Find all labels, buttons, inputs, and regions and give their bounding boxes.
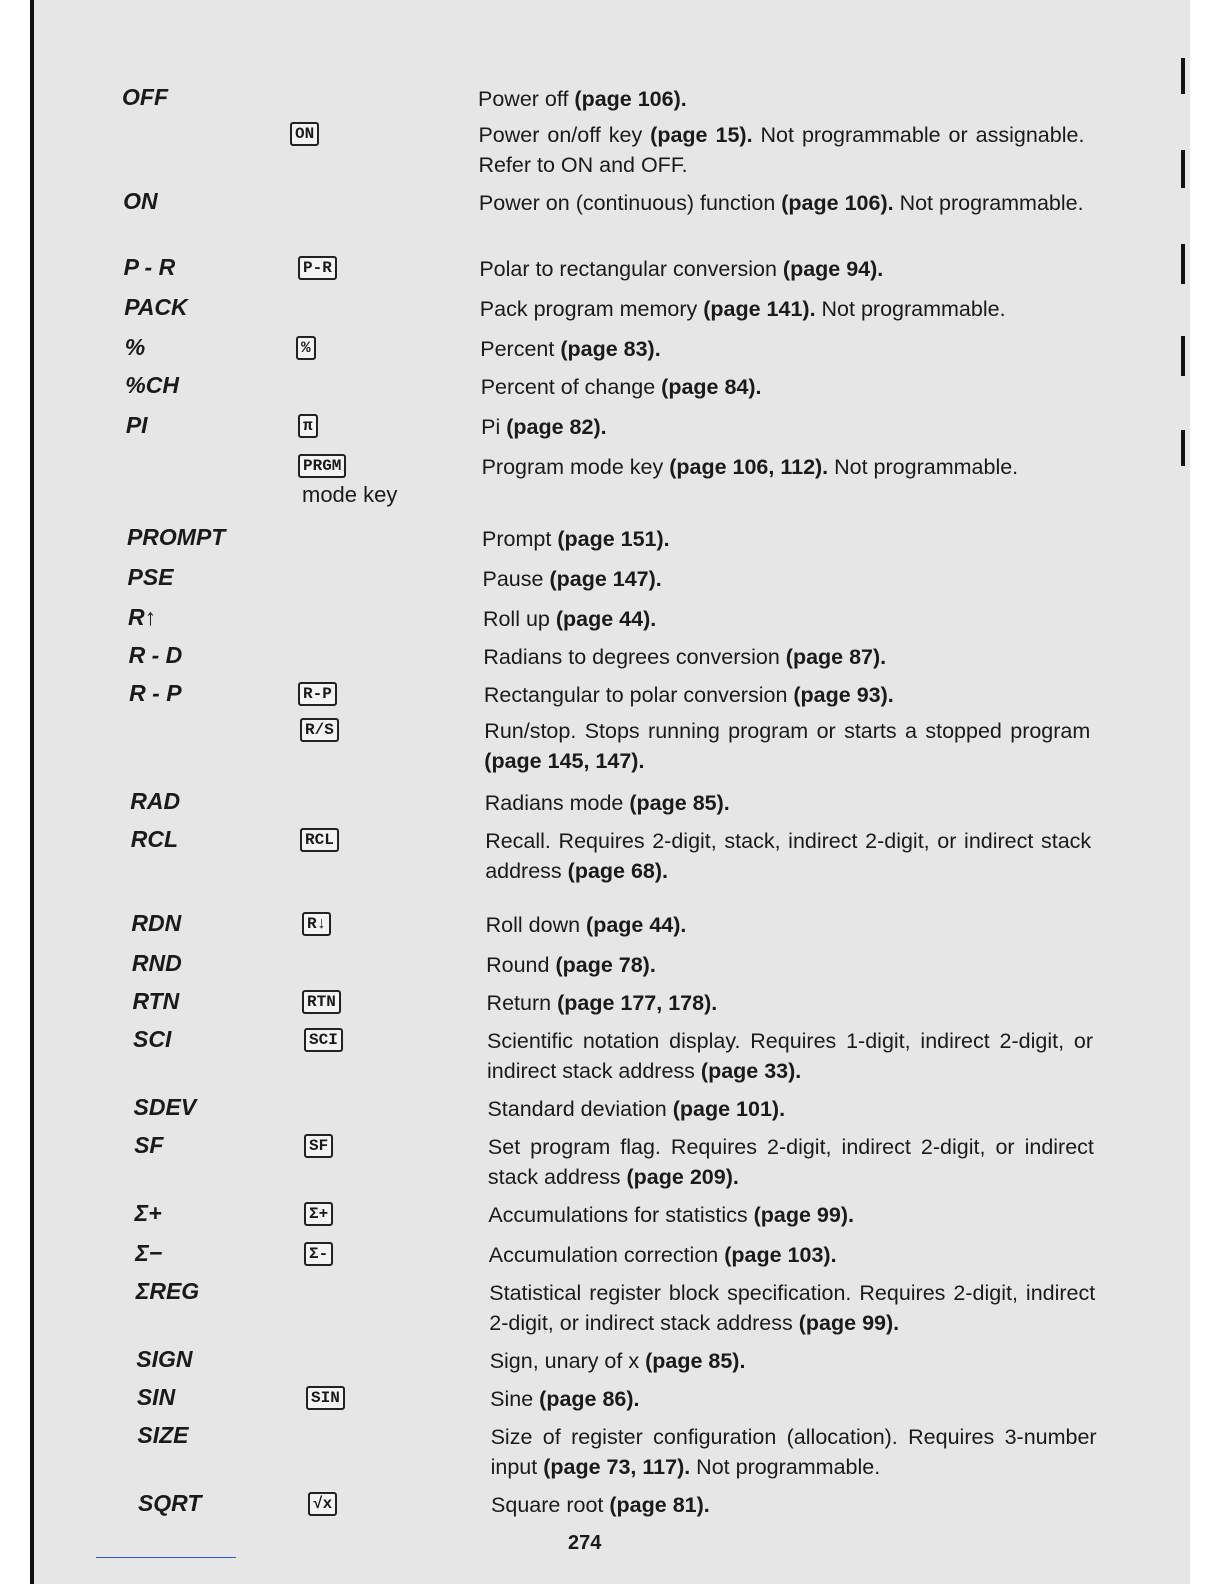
description-text: Radians to degrees conversion	[483, 645, 786, 669]
page-reference: (page 209).	[626, 1165, 739, 1189]
page-edge-mark	[1181, 150, 1185, 188]
keyboard-key-icon: P-R	[298, 256, 337, 280]
description-text: Statistical register block specification. Requires 2-digit, indirect 2-digit, or indirect stack address	[489, 1281, 1096, 1335]
function-description	[483, 564, 1089, 594]
page-reference: (page 93).	[793, 683, 894, 707]
page-reference: (page 99).	[753, 1203, 854, 1227]
page-reference: (page 106).	[781, 191, 894, 215]
page-reference: (page 106).	[574, 87, 687, 111]
page-reference: (page 101).	[672, 1097, 786, 1121]
function-name: ON	[123, 188, 158, 214]
description-text: Run/stop. Stops running program or starts a stopped program	[484, 719, 1091, 743]
function-name: PI	[125, 412, 148, 438]
keyboard-key-icon: PRGM	[298, 454, 346, 478]
page-edge-mark	[1181, 336, 1185, 376]
function-name: Σ+	[134, 1200, 162, 1226]
page-edge-mark	[1181, 430, 1185, 466]
function-name: SQRT	[137, 1490, 202, 1516]
page-number: 274	[568, 1532, 602, 1554]
page-edge-mark	[1181, 58, 1185, 94]
description-text: Square root	[491, 1493, 610, 1517]
function-name: %	[124, 334, 146, 360]
function-description	[487, 1026, 1093, 1086]
function-name: P - R	[123, 254, 176, 280]
page-reference: (page 85).	[645, 1349, 746, 1373]
keyboard-key-icon: R-P	[298, 682, 337, 706]
keyboard-key-icon: π	[298, 414, 318, 438]
function-description	[479, 188, 1085, 218]
function-name: SCI	[133, 1026, 172, 1052]
function-description	[487, 988, 1093, 1018]
description-text: Set program flag. Requires 2-digit, indirect 2-digit, or indirect stack address	[487, 1135, 1094, 1189]
function-name: RND	[131, 950, 182, 976]
function-description	[481, 412, 1087, 442]
description-text: Pi	[481, 415, 507, 439]
function-name: OFF	[122, 84, 168, 110]
function-description	[490, 1346, 1096, 1376]
description-text: Percent	[480, 337, 561, 361]
page-reference: (page 99).	[798, 1311, 900, 1335]
description-text: Power off	[478, 87, 575, 111]
function-name: %CH	[125, 372, 179, 398]
function-name: PROMPT	[126, 524, 226, 550]
page-reference: (page 86).	[539, 1387, 640, 1411]
description-text: Prompt	[482, 527, 558, 551]
page-reference: (page 33).	[700, 1059, 802, 1083]
description-text: Radians mode	[484, 791, 630, 815]
description-text: Recall. Requires 2-digit, stack, indirect 2-digit, or indirect stack address	[485, 829, 1092, 883]
page-reference: (page 84).	[661, 375, 762, 399]
description-note: Not programmable or assignable. Refer to ON and OFF.	[478, 123, 1085, 177]
description-text: Pause	[482, 567, 550, 591]
description-text: Scientific notation display. Requires 1-digit, indirect 2-digit, or indirect stack address	[487, 1029, 1093, 1083]
footer-rule	[96, 1557, 236, 1558]
page-reference: (page 78).	[555, 953, 656, 977]
function-description	[479, 254, 1085, 284]
function-description	[482, 524, 1088, 554]
page-reference: (page 44).	[555, 607, 657, 631]
page-reference: (page 83).	[560, 337, 661, 361]
function-description	[483, 604, 1089, 634]
page-reference: (page 73, 117).	[543, 1455, 691, 1479]
function-name: SIN	[136, 1384, 176, 1410]
keyboard-key-icon: RCL	[300, 828, 339, 852]
keyboard-key-icon: SIN	[306, 1386, 345, 1410]
function-name: ΣREG	[135, 1278, 200, 1304]
page-reference: (page 15).	[650, 123, 753, 147]
description-text: Round	[486, 953, 556, 977]
keyboard-key-icon: √x	[308, 1492, 337, 1516]
function-description	[485, 788, 1091, 818]
function-description	[490, 1384, 1096, 1414]
page-reference: (page 151).	[557, 527, 670, 551]
description-text: Sine	[490, 1387, 540, 1411]
function-description	[478, 120, 1084, 180]
function-description	[486, 910, 1092, 940]
function-description	[489, 1240, 1095, 1270]
description-text: Power on (continuous) function	[478, 191, 782, 215]
keyboard-key-icon: R/S	[300, 718, 339, 742]
function-name: R - D	[128, 642, 183, 668]
function-description	[485, 826, 1091, 886]
function-name: SIZE	[137, 1422, 189, 1448]
function-name: SIGN	[136, 1346, 193, 1372]
function-description	[491, 1490, 1097, 1520]
description-note: Not programmable.	[828, 455, 1019, 479]
function-description	[482, 452, 1088, 482]
description-text: Power on/off key	[478, 123, 651, 147]
function-name: RCL	[130, 826, 179, 852]
key-note: mode key	[302, 482, 398, 507]
function-name: RTN	[132, 988, 180, 1014]
function-description	[488, 1132, 1094, 1192]
function-name: SF	[134, 1132, 164, 1158]
function-name: PSE	[127, 564, 174, 590]
function-description	[480, 294, 1086, 324]
function-name: R↑	[128, 604, 157, 630]
description-text: Percent of change	[480, 375, 662, 399]
function-name: SDEV	[133, 1094, 197, 1120]
keyboard-key-icon: RTN	[302, 990, 341, 1014]
keyboard-key-icon: Σ-	[304, 1242, 333, 1266]
description-text: Roll down	[485, 913, 587, 937]
function-description	[486, 950, 1092, 980]
function-description	[484, 716, 1090, 776]
page-reference: (page 94).	[782, 257, 884, 281]
description-text: Accumulation correction	[488, 1243, 725, 1267]
page-reference: (page 82).	[506, 415, 607, 439]
page-reference: (page 81).	[609, 1493, 710, 1517]
description-text: Pack program memory	[479, 297, 704, 321]
function-description	[480, 334, 1086, 364]
page-reference: (page 87).	[785, 645, 887, 669]
keyboard-key-icon: SCI	[304, 1028, 343, 1052]
page-reference: (page 44).	[586, 913, 687, 937]
keyboard-key-icon: ON	[290, 122, 319, 146]
keyboard-key-icon: Σ+	[304, 1202, 333, 1226]
function-name: Σ−	[135, 1240, 163, 1266]
function-description	[481, 372, 1087, 402]
description-text: Program mode key	[481, 455, 670, 479]
function-name: RAD	[130, 788, 181, 814]
function-description	[488, 1200, 1094, 1230]
description-note: Not programmable.	[815, 297, 1006, 321]
function-name: R - P	[129, 680, 182, 706]
function-description	[484, 680, 1090, 710]
page-reference: (page 106, 112).	[669, 455, 829, 479]
page-reference: (page 177, 178).	[557, 991, 718, 1015]
function-description	[487, 1094, 1093, 1124]
keyboard-key-icon: SF	[304, 1134, 333, 1158]
keyboard-key-icon: R↓	[302, 912, 331, 936]
page-reference: (page 85).	[629, 791, 730, 815]
function-description	[491, 1422, 1097, 1482]
page-reference: (page 141).	[703, 297, 816, 321]
description-text: Size of register configuration (allocation). Requires 3-number input	[490, 1425, 1097, 1479]
keyboard-key-icon: %	[296, 336, 316, 360]
description-text: Standard deviation	[487, 1097, 673, 1121]
description-text: Polar to rectangular conversion	[479, 257, 783, 281]
page-reference: (page 147).	[549, 567, 662, 591]
page-reference: (page 145, 147).	[484, 749, 645, 773]
page-reference: (page 103).	[724, 1243, 837, 1267]
page-reference: (page 68).	[567, 859, 669, 883]
description-note: Not programmable.	[690, 1455, 881, 1479]
function-description	[478, 84, 1084, 114]
description-text: Accumulations for statistics	[488, 1203, 754, 1227]
function-name: PACK	[124, 294, 188, 320]
function-name: RDN	[131, 910, 182, 936]
description-text: Roll up	[482, 607, 556, 631]
description-note: Not programmable.	[893, 191, 1084, 215]
description-text: Rectangular to polar conversion	[483, 683, 794, 707]
page-edge-mark	[1181, 244, 1185, 284]
function-description	[489, 1278, 1095, 1338]
function-description	[483, 642, 1089, 672]
description-text: Sign, unary of x	[489, 1349, 646, 1373]
description-text: Return	[486, 991, 558, 1015]
